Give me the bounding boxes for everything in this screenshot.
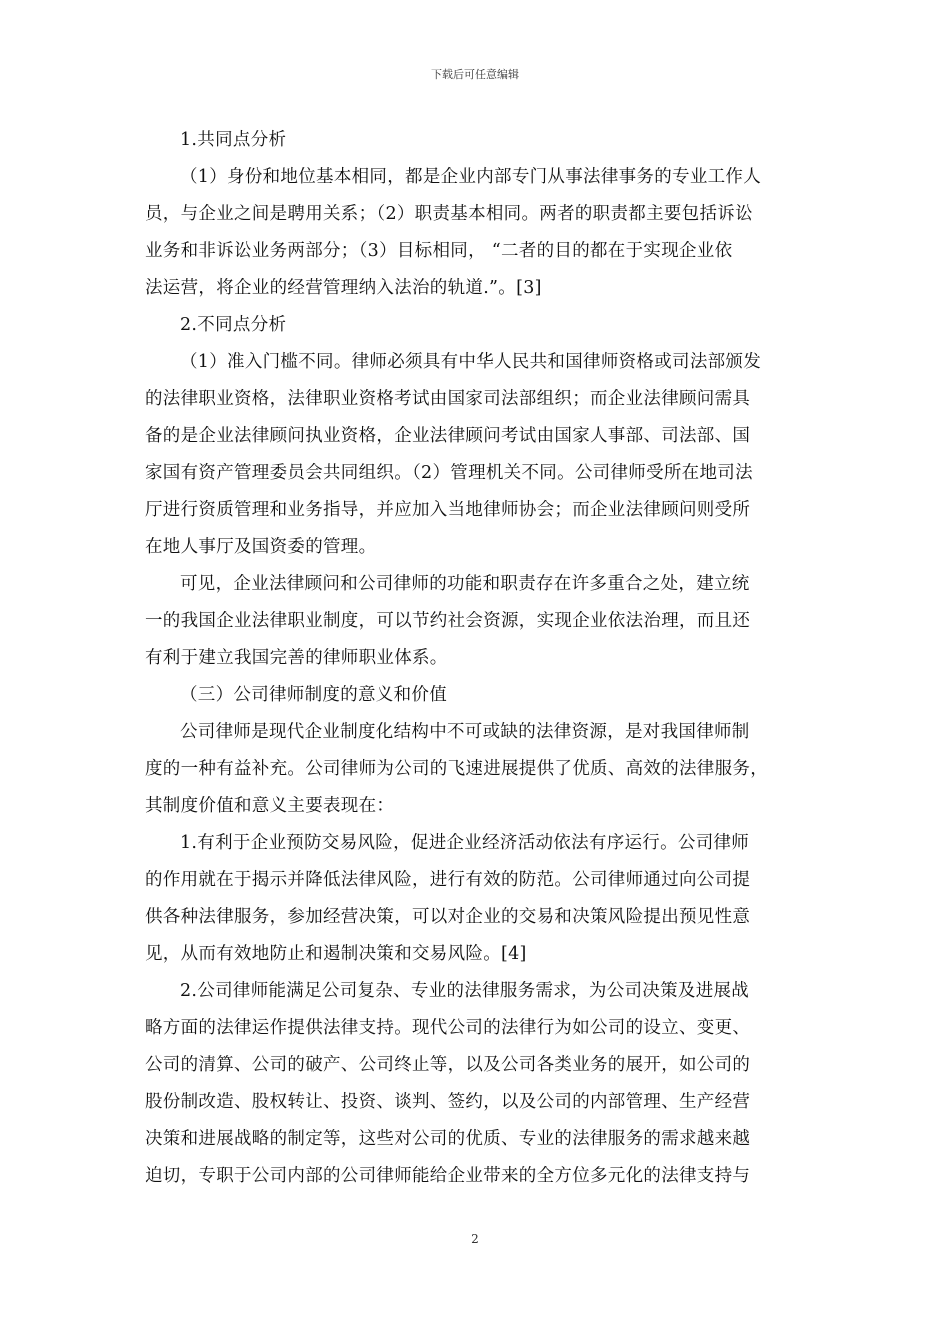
text-line: 在地人事厅及国资委的管理。: [145, 537, 377, 557]
text-line: 1.有利于企业预防交易风险，促进企业经济活动依法有序运行。公司律师: [180, 833, 750, 853]
text-line: 2.公司律师能满足公司复杂、专业的法律服务需求，为公司决策及进展战: [180, 981, 750, 1001]
text-line: 见，从而有效地防止和遏制决策和交易风险。[4]: [145, 944, 527, 964]
text-line: 员，与企业之间是聘用关系；（2）职责基本相同。两者的职责都主要包括诉讼: [145, 204, 753, 224]
text-line: 公司的清算、公司的破产、公司终止等，以及公司各类业务的展开，如公司的: [145, 1055, 751, 1075]
text-line: 一的我国企业法律职业制度，可以节约社会资源，实现企业依法治理，而且还: [145, 611, 751, 631]
page-header: 下载后可任意编辑: [431, 68, 519, 81]
text-line: 度的一种有益补充。公司律师为公司的飞速进展提供了优质、高效的法律服务，: [145, 759, 768, 779]
text-line: 的法律职业资格，法律职业资格考试由国家司法部组织；而企业法律顾问需具: [145, 389, 751, 409]
text-line: 1.共同点分析: [180, 130, 287, 150]
body-text: [145, 122, 809, 1195]
text-line: 法运营，将企业的经营管理纳入法治的轨道.”。[3]: [145, 278, 542, 298]
text-line: 可见，企业法律顾问和公司律师的功能和职责存在许多重合之处，建立统: [180, 574, 750, 594]
text-line: （1）身份和地位基本相同，都是企业内部专门从事法律事务的专业工作人: [180, 167, 762, 187]
text-line: 迫切，专职于公司内部的公司律师能给企业带来的全方位多元化的法律支持与: [145, 1166, 751, 1186]
paragraph: [145, 677, 809, 714]
text-line: 厅进行资质管理和业务指导，并应加入当地律师协会；而企业法律顾问则受所: [145, 500, 751, 520]
text-line: 股份制改造、股权转让、投资、谈判、签约，以及公司的内部管理、生产经营: [145, 1092, 751, 1112]
paragraph: [145, 344, 809, 566]
text-line: 家国有资产管理委员会共同组织。（2）管理机关不同。公司律师受所在地司法: [145, 463, 753, 483]
page-number: 2: [471, 1232, 479, 1246]
paragraph: [145, 714, 809, 825]
text-line: 公司律师是现代企业制度化结构中不可或缺的法律资源，是对我国律师制: [180, 722, 750, 742]
paragraph: [145, 122, 809, 159]
text-line: 有利于建立我国完善的律师职业体系。: [145, 648, 448, 668]
paragraph: [145, 159, 809, 307]
text-line: 决策和进展战略的制定等，这些对公司的优质、专业的法律服务的需求越来越: [145, 1129, 751, 1149]
text-line: 业务和非诉讼业务两部分；（3）目标相同， “二者的目的都在于实现企业依: [145, 241, 733, 261]
paragraph: [145, 973, 809, 1195]
text-line: （三）公司律师制度的意义和价值: [180, 685, 447, 705]
paragraph: [145, 566, 809, 677]
paragraph: [145, 307, 809, 344]
text-line: 备的是企业法律顾问执业资格，企业法律顾问考试由国家人事部、司法部、国: [145, 426, 751, 446]
text-line: 供各种法律服务，参加经营决策，可以对企业的交易和决策风险提出预见性意: [145, 907, 751, 927]
text-line: （1）准入门槛不同。律师必须具有中华人民共和国律师资格或司法部颁发: [180, 352, 762, 372]
text-line: 其制度价值和意义主要表现在：: [145, 796, 395, 816]
text-line: 略方面的法律运作提供法律支持。现代公司的法律行为如公司的设立、变更、: [145, 1018, 751, 1038]
text-line: 2.不同点分析: [180, 315, 287, 335]
text-line: 的作用就在于揭示并降低法律风险，进行有效的防范。公司律师通过向公司提: [145, 870, 751, 890]
paragraph: [145, 825, 809, 973]
